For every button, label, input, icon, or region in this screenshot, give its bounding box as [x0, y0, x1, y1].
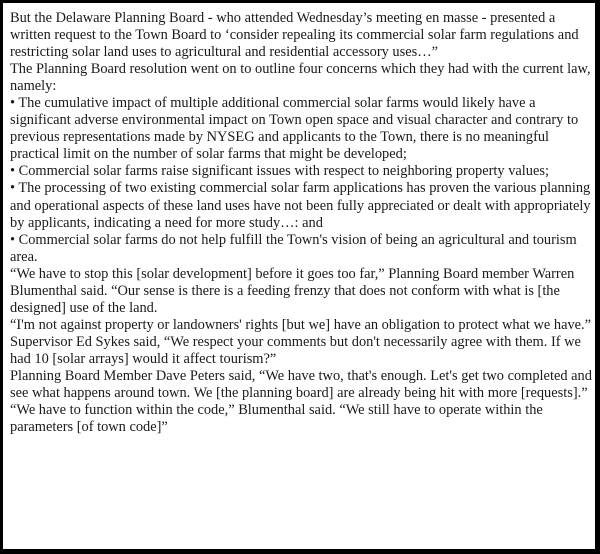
article-body [10, 10, 592, 436]
paragraph-concern-processing: • The processing of two existing commercial solar farm applications has proven the various planning and operational aspects of these land uses have not been fully appreciated or dealt with appropriately by applicants, indicating a need for more study…: and [10, 180, 591, 231]
paragraph-sykes-quote: Supervisor Ed Sykes said, “We respect your comments but don't necessarily agree with them. If we had 10 [solar arrays] would it affect tourism?” [10, 333, 581, 367]
paragraph-code-quote: “We have to function within the code,” Blumenthal said. “We still have to operate within the parameters [of town code]” [10, 402, 543, 436]
paragraph-concern-property-values: • Commercial solar farms raise significant issues with respect to neighboring property values; [10, 163, 549, 180]
paragraph-landowner-rights-quote: “I'm not against property or landowners' rights [but we] have an obligation to protect what we have.” [10, 316, 592, 333]
paragraph-blumenthal-quote: “We have to stop this [solar development] before it goes too far,” Planning Board member Warren Blumenthal said. “Our sense is there is a feeding frenzy that does not conform with what is [the designed] use of the land. [10, 265, 575, 316]
paragraph-planning-board-request: But the Delaware Planning Board - who attended Wednesday’s meeting en masse - presented a written request to the Town Board to ‘consider repealing its commercial solar farm regulations and restricting solar land uses to agricultural and residential accessory uses…” [10, 10, 579, 61]
paragraph-resolution-intro: The Planning Board resolution went on to outline four concerns which they had with the current law, namely: [10, 61, 591, 95]
paragraph-concern-tourism: • Commercial solar farms do not help fulfill the Town's vision of being an agricultural and tourism area. [10, 231, 577, 265]
paragraph-concern-environmental: • The cumulative impact of multiple additional commercial solar farms would likely have a significant adverse environmental impact on Town open space and visual character and contrary to previous representations made by NYSEG and applicants to the Town, there is no meaningful practical limit on the number of solar farms that might be developed; [10, 95, 579, 163]
paragraph-peters-quote: Planning Board Member Dave Peters said, “We have two, that's enough. Let's get two completed and see what happens around town. We [the planning board] are already being hit with more [requests].” [10, 367, 592, 402]
